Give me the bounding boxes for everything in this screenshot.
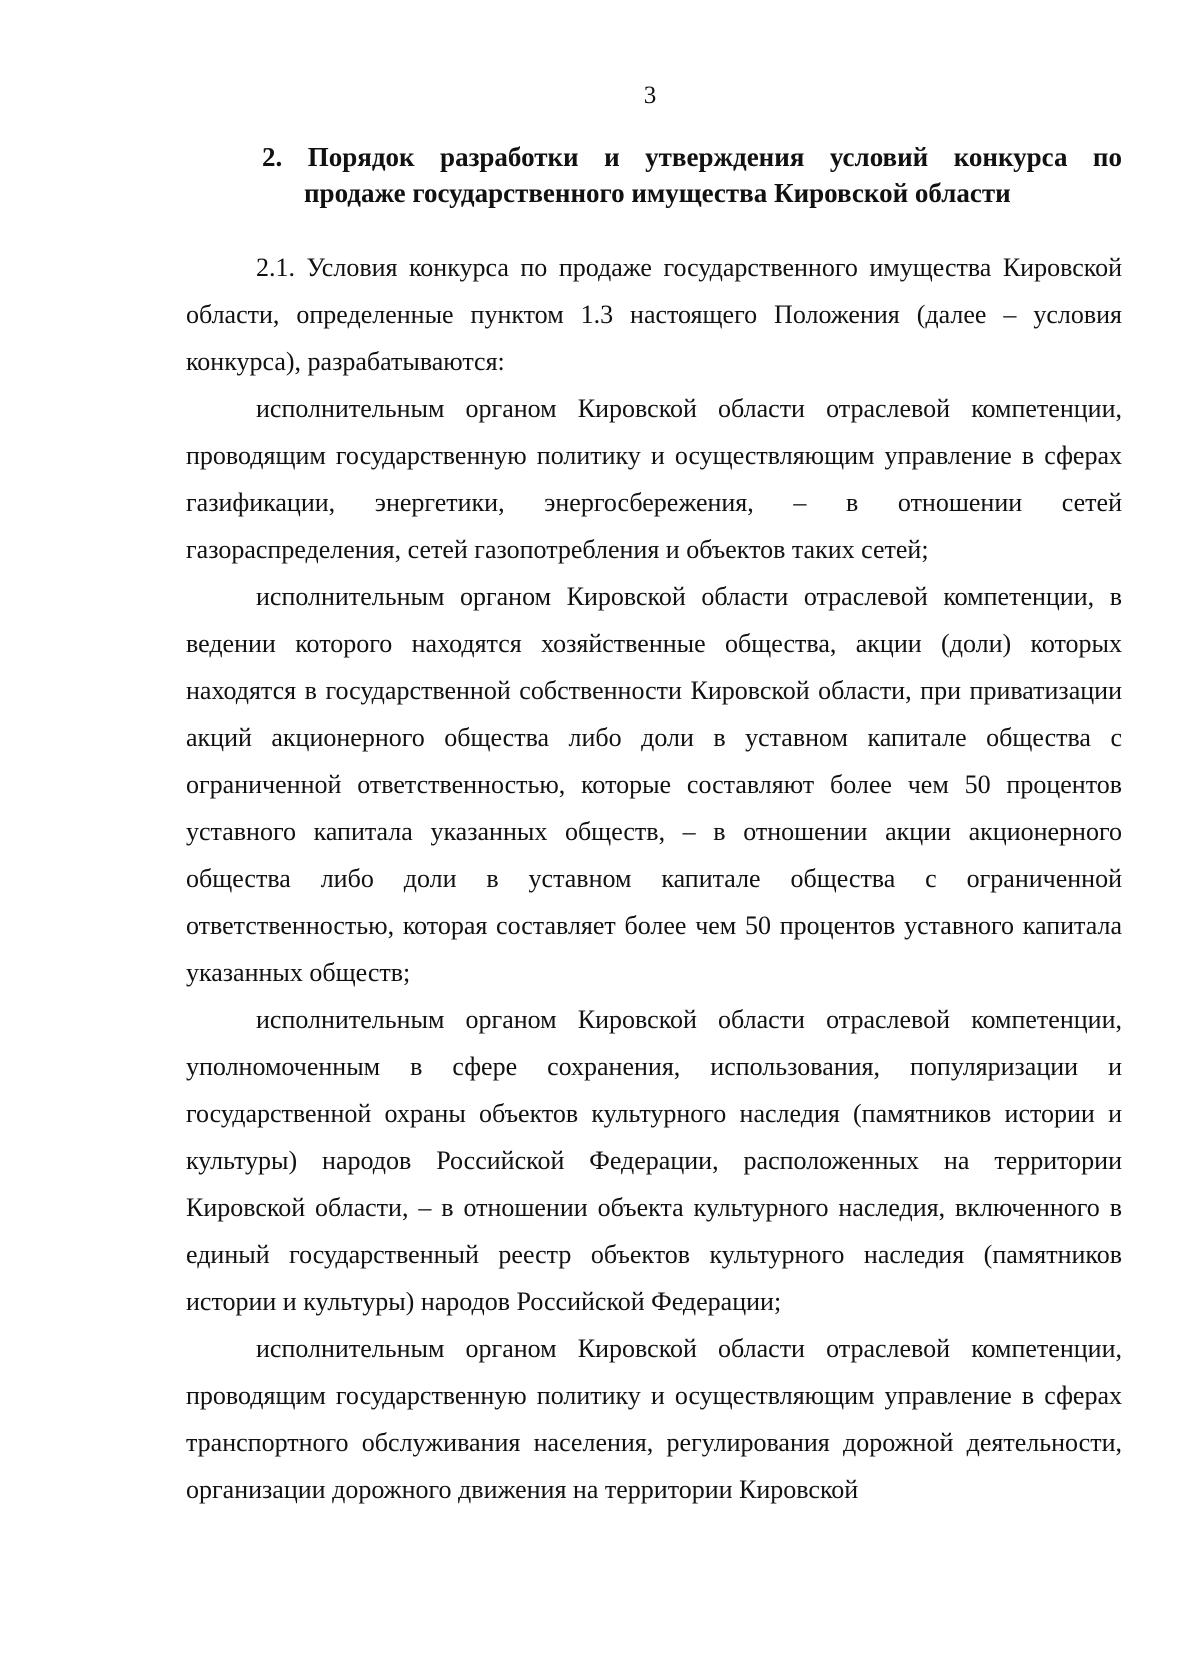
paragraph-cultural-heritage: исполнительным органом Кировской области отраслевой компетенции, уполномоченным в сфере сохранения, использования, популяризации и государственной охраны объектов культурного наследия (памятников истории и культуры) народов Российской Федерации, расположенных на территории Кировской области, – в отношении объекта культурного наследия, включенного в единый государственный реестр объектов культурного наследия (памятников истории и культуры) народов Российской Федерации; bbox=[186, 1005, 1122, 1316]
paragraph-transport: исполнительным органом Кировской области отраслевой компетенции, проводящим государственную политику и осуществляющим управление в сферах транспортного обслуживания населения, регулирования дорожной деятельности, организации дорожного движения на территории Кировской bbox=[186, 1334, 1122, 1504]
paragraph-2-1: 2.1. Условия конкурса по продаже государственного имущества Кировской области, определенные пунктом 1.3 настоящего Положения (далее – условия конкурса), разрабатываются: bbox=[186, 253, 1122, 376]
paragraph-gasification: исполнительным органом Кировской области отраслевой компетенции, проводящим государственную политику и осуществляющим управление в сферах газификации, энергетики, энергосбережения, – в отношении сетей газораспределения, сетей газопотребления и объектов таких сетей; bbox=[186, 394, 1122, 564]
section-heading-line-1: 2. Порядок разработки и утверждения условий конкурса по bbox=[262, 142, 1122, 172]
section-heading bbox=[262, 139, 1122, 211]
section-heading-line-2: продаже государственного имущества Кировской области bbox=[304, 178, 1011, 208]
document-body bbox=[186, 244, 1122, 1513]
page-number: 3 bbox=[643, 82, 657, 109]
paragraph-business-entities: исполнительным органом Кировской области отраслевой компетенции, в ведении которого находятся хозяйственные общества, акции (доли) которых находятся в государственной собственности Кировской области, при приватизации акций акционерного общества либо доли в уставном капитале общества с ограниченной ответственностью, которые составляют более чем 50 процентов уставного капитала указанных обществ, – в отношении акции акционерного общества либо доли в уставном капитале общества с ограниченной ответственностью, которая составляет более чем 50 процентов уставного капитала указанных обществ; bbox=[186, 582, 1122, 987]
